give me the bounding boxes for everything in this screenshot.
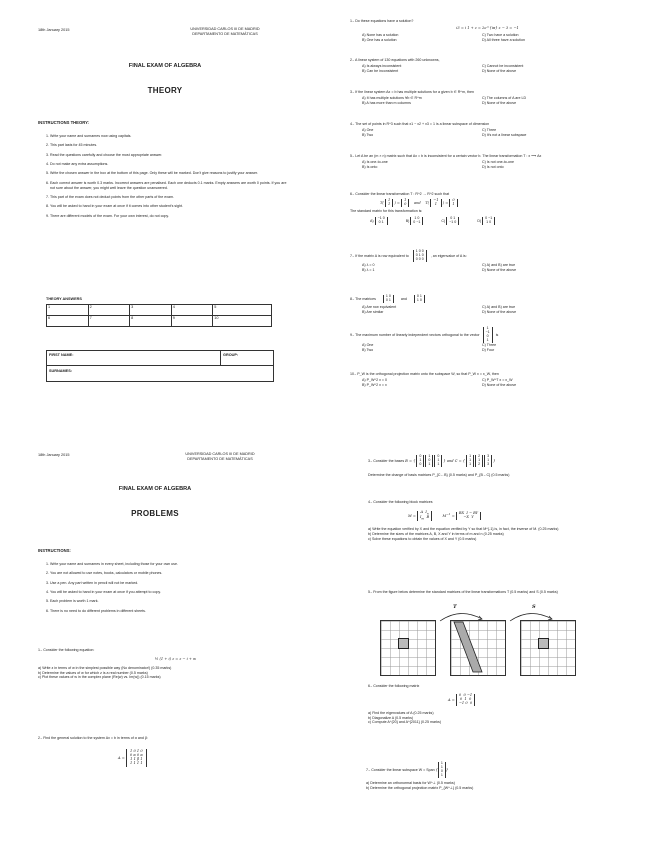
question-stem: 9.- The maximum number of linearly independent vectors orthogonal to the vector [350, 332, 480, 337]
option[interactable]: D) 0 −1 1 0 [477, 217, 495, 225]
question-7 [350, 250, 625, 273]
theory-instruction: 7. This part of the exam does not deduct points from the other parts of the exam. [50, 195, 288, 200]
question-9 [350, 327, 635, 353]
question-stem: 7.- If the matrix A is row equivalent to [350, 253, 409, 258]
problem-equation: ½ (1 + i) z = z − i + w [154, 656, 197, 661]
problems-instruction: 6. There is no need to do different problems in different sheets. [50, 609, 288, 614]
option[interactable]: C) Two have a solution [482, 32, 519, 37]
option[interactable]: A) One [362, 342, 374, 347]
problem-stem: 3.- Consider the bases [368, 458, 405, 463]
problems-instructions-heading: INSTRUCTIONS: [38, 548, 71, 553]
problem-2 [38, 736, 313, 767]
option[interactable]: C) The columns of A are LD [482, 95, 527, 100]
question-options [350, 128, 625, 138]
problem-stem: 2.- Find the general solution to the system Ax = b in terms of α and β: [38, 736, 148, 740]
option[interactable]: A) None has a solution [362, 32, 399, 37]
option[interactable]: D) None of the above [482, 309, 517, 314]
theory-instruction: 3. Read the questions carefully and choose the most appropriate answer. [50, 153, 288, 158]
option[interactable]: B) λ = 1 [362, 267, 375, 272]
problem-item: c) Solve these equations to obtain the values of X and Y (0.5 marks) [368, 536, 477, 541]
answer-box-6[interactable]: 6 [47, 316, 89, 327]
option[interactable]: D) None of the above [482, 68, 517, 73]
question-note: , an eigenvalue of A is: [430, 253, 467, 258]
theory-instruction: 2. This part lasts for 45 minutes. [50, 143, 288, 148]
theory-instruction: 8. You will be asked to hand in your exam at once if it comes into other student's sight. [50, 204, 288, 209]
theory-section-title: THEORY [147, 86, 183, 95]
option[interactable]: D) All three have a solution [482, 37, 525, 42]
problem-item: a) Determine an orthonormal basis for W^⊥ (0.5 marks) [366, 780, 455, 785]
problems-department: DEPARTAMENTO DE MATEMÁTICAS [187, 456, 253, 461]
problems-university: UNIVERSIDAD CARLOS III DE MADRID [185, 452, 255, 456]
problem-stem: 5.- From the figure below determine the standard matrices of the linear transformations T (0.5 marks) and S (0.5 marks) [368, 590, 558, 594]
option[interactable]: A) Are row equivalent [362, 304, 397, 309]
problem-item: b) Determine the sizes of the matrices A, B, X and Y in terms of m and n (0.25 marks) [368, 531, 504, 536]
option[interactable]: D) None of the above [482, 267, 517, 272]
option[interactable]: A) λ = 0 [362, 262, 375, 267]
option[interactable]: D) Is not onto [482, 164, 504, 169]
unit-square [398, 638, 409, 649]
problem-stem: 1.- Consider the following equation: [38, 648, 95, 652]
option[interactable]: B) One has a solution [362, 37, 397, 42]
option[interactable]: B) Can be inconsistent [362, 68, 399, 73]
question-options [350, 305, 625, 315]
option[interactable]: B) Two [362, 132, 374, 137]
question-5 [350, 154, 625, 170]
question-note: The standard matrix for this transformation is: [350, 208, 423, 213]
problem-6 [368, 684, 638, 725]
question-stem: 4.- The set of points in R^3 such that x1 − x2 + x3 = 1 is a linear subspace of dimension [350, 122, 490, 126]
s-image-square [538, 638, 549, 649]
option[interactable]: C) Three [482, 342, 497, 347]
option[interactable]: B) A has more than m columns [362, 100, 411, 105]
option[interactable]: C) 0 1 −1 0 [441, 217, 459, 225]
question-4 [350, 122, 625, 138]
problem-7-line: 7.- Consider the linear subspace W = Span {1 1 0 1} [366, 761, 449, 777]
group-label: GROUP: [223, 353, 239, 357]
option[interactable]: B) 1 0 0 −1 [406, 217, 424, 225]
theory-instruction: 5. Write the chosen answer in the box at the bottom of this page. Only these will be marked. Don't give reasons to justify your answer. [50, 171, 288, 176]
problem-7 [366, 762, 636, 791]
question-stem: 2.- A linear system of 130 equations with 260 unknowns, [350, 58, 440, 62]
answer-box-7[interactable]: 7 [88, 316, 130, 327]
option[interactable]: A) One [362, 127, 374, 132]
option[interactable]: C) A) and B) are true [482, 304, 516, 309]
problem-3 [368, 455, 638, 478]
theory-instruction: 4. Do not make any extra assumptions. [50, 162, 288, 167]
option[interactable]: A) −1 0 0 1 [370, 217, 388, 225]
question-stem: 1.- Do these equations have a solution? [350, 19, 414, 23]
theory-instruction: 9. There are different models of the exam. For your own interest, do not copy. [50, 214, 288, 219]
question-1 [350, 19, 625, 42]
question-6-mapping: T( 1 1 ) = 1 0 and T( −1 1 ) = 0 1 [380, 199, 625, 207]
problems-instruction: 3. Use a pen. Any part written in pencil will not be marked. [50, 581, 288, 586]
theory-university: UNIVERSIDAD CARLOS III DE MADRID [190, 27, 260, 31]
first-name-label: FIRST NAME: [49, 353, 74, 357]
question-stem: 8.- The matrices [350, 296, 376, 301]
theory-instruction: 1. Write your name and surnames now using capitals. [50, 134, 288, 139]
theory-answers-table [46, 304, 272, 327]
problem-item: b) Determine the values of w for which z is a real number (0.5 marks) [38, 670, 148, 675]
option[interactable]: D) None of the above [482, 100, 517, 105]
problem-item: c) Compute A^{20} and A^{2011} (0.25 marks) [368, 720, 442, 725]
problem-stem: 6.- Consider the following matrix [368, 684, 420, 688]
option[interactable]: C) Three [482, 127, 497, 132]
question-6 [350, 192, 625, 225]
problem-6-matrix: A = 0 0 −1 0 1 0 −1 0 0 [448, 694, 638, 706]
problems-instruction: 2. You are not allowed to use notes, books, calculators or mobile phones. [50, 571, 288, 576]
question-3 [350, 90, 625, 106]
student-info-box [46, 350, 274, 382]
problem-item: b) Determine the orthogonal projection matrix P_{W^⊥} (0.5 marks) [366, 785, 474, 790]
problem-stem: 4.- Consider the following block matrices [368, 500, 433, 504]
answer-box-9[interactable]: 9 [171, 316, 213, 327]
answer-box-8[interactable]: 8 [130, 316, 172, 327]
question-options [370, 217, 625, 225]
problems-instructions-list [40, 562, 288, 618]
problem-item: a) Write z in terms of w in the simplest possible way (No denominator!) (0.35 marks) [38, 665, 172, 670]
theory-department: DEPARTAMENTO DE MATEMÁTICAS [192, 31, 258, 36]
question-7-line: 7.- If the matrix A is row equivalent to 1 0 0 0 1 0 0 0 0 , an eigenvalue of A is: [350, 249, 467, 261]
question-stem: 3.- If the linear system Ax = b has multiple solutions for a given b ∈ R^m, then [350, 90, 474, 94]
option[interactable]: A) P_W^2 x = 0 [362, 377, 387, 382]
option[interactable]: C) Cannot be inconsistent [482, 63, 524, 68]
option[interactable]: C) A) and B) are true [482, 262, 516, 267]
theory-exam-title: FINAL EXAM OF ALGEBRA [128, 63, 202, 69]
option[interactable]: B) Two [362, 347, 374, 352]
surnames-label: SURNAMES: [49, 369, 72, 373]
theory-date: 18th January 2015 [38, 28, 70, 32]
option[interactable]: C) Is not one-to-one [482, 159, 514, 164]
option[interactable]: B) Is onto [362, 164, 378, 169]
problems-exam-title: FINAL EXAM OF ALGEBRA [118, 486, 192, 492]
question-10 [350, 372, 635, 388]
label-t: T [453, 604, 457, 610]
question-options [350, 378, 635, 388]
answer-box-4[interactable]: 4 [171, 305, 213, 316]
answer-box-2[interactable]: 2 [88, 305, 130, 316]
problem-3-bases: 3.- Consider the bases B = { 0 1 0 1 0 1 0 1 1 } and C = { 1 1 1 2 1 2 3 1 3 } [368, 454, 496, 466]
problem-item: a) Find the eigenvalues of A (0.25 marks) [368, 710, 434, 715]
theory-university-header [165, 27, 285, 37]
question-stem: 6.- Consider the linear transformation T : R^2 → R^2 such that [350, 192, 450, 196]
problem-4-matrices: M = A $I_n$ $I_m$ B $M^{-1}$ = BX I − BY −X Y [408, 511, 638, 521]
option[interactable]: D) It's not a linear subspace [482, 132, 527, 137]
question-8-line: 8.- The matrices 1 0 0 1 and 0 1 1 0 [350, 295, 625, 303]
question-note: is [495, 332, 499, 337]
group-field[interactable] [221, 351, 273, 366]
question-options [350, 64, 625, 74]
problem-2-system: A = 1 0 1 0 0 α 0 α 1 1 β 1 1 1 1 1 [118, 749, 313, 767]
answer-box-1[interactable]: 1 [47, 305, 89, 316]
first-name-field[interactable] [47, 351, 221, 366]
question-note: and [400, 296, 407, 301]
question-stem: 5.- Let A be an (m × n) matrix such that Ax = b is inconsistent for a certain vector b. The linear transformation T : x ⟶ Ax [350, 154, 542, 158]
problem-5 [368, 590, 638, 595]
problem-item: b) Diagonalize A (0.5 marks) [368, 715, 414, 720]
sheared-shape [450, 620, 504, 674]
problem-item: c) Plot these values of w in the complex plane (Re(w) vs. Im(w)) (0.15 marks) [38, 675, 161, 680]
problem-item: a) Write the equation verified by X and the equation verified by Y so that M^{-1} is, in fact, the inverse of M. (0.25 marks) [368, 526, 559, 531]
problem-note: Determine the change of basis matrices P_{C←B} (0.5 marks) and P_{B←C} (0.5 marks) [368, 472, 510, 477]
option[interactable]: D) Four [482, 347, 495, 352]
question-options [350, 33, 625, 43]
problem-stem: 7.- Consider the linear subspace W = Span [366, 767, 435, 772]
question-options [350, 96, 625, 106]
problems-university-header [160, 452, 280, 462]
theory-instruction: 6. Each correct answer is worth 0.3 marks. Incorrect answers are penalised. Each one deducts 0.1 marks. Empty answers are worth 0 points. If you are not sure about the answer, you might well leave the question unanswered. [50, 181, 288, 191]
answer-box-10[interactable]: 10 [213, 316, 272, 327]
problem-1 [38, 648, 313, 680]
option[interactable]: C) P_W^T x = x_W [482, 377, 513, 382]
question-options [350, 160, 625, 170]
label-s: S [532, 604, 536, 610]
answer-box-5[interactable]: 5 [213, 305, 272, 316]
problems-section-title: PROBLEMS [131, 509, 179, 518]
question-2 [350, 58, 625, 74]
question-stem: 10.- P_W is the orthogonal projection matrix onto the subspace W, so that P_W x = x_W, then [350, 372, 499, 376]
question-equations: i3 = i 1 + z = 2e^{iπ} z − 3 = −1 [456, 25, 519, 30]
theory-instructions-list [40, 134, 288, 223]
surnames-field[interactable] [47, 366, 273, 381]
answer-box-3[interactable]: 3 [130, 305, 172, 316]
theory-instructions-heading: INSTRUCTIONS THEORY: [38, 120, 89, 125]
option[interactable]: A) Is one-to-one [362, 159, 388, 164]
option[interactable]: D) None of the above [482, 382, 517, 387]
question-options [350, 263, 625, 273]
option[interactable]: A) Is always inconsistent [362, 63, 402, 68]
problems-date: 18th January 2015 [38, 453, 70, 457]
question-options [350, 343, 635, 353]
option[interactable]: B) P_W^2 x = x [362, 382, 387, 387]
problem-4 [368, 500, 638, 541]
question-9-line: 9.- The maximum number of linearly independent vectors orthogonal to the vector 1 −1 0 1 is [350, 326, 499, 342]
option[interactable]: B) Are similar [362, 309, 384, 314]
problems-instruction: 4. You will be asked to hand in your exam at once if you attempt to copy. [50, 590, 288, 595]
question-8 [350, 295, 625, 315]
problems-instruction: 5. Each problem is worth 1 mark. [50, 599, 288, 604]
problems-instruction: 1. Write your name and surnames in every sheet, including those for your own use. [50, 562, 288, 567]
theory-answers-heading: THEORY ANSWERS [46, 297, 82, 301]
option[interactable]: A) It has multiple solutions ∀b ∈ R^m [362, 95, 422, 100]
